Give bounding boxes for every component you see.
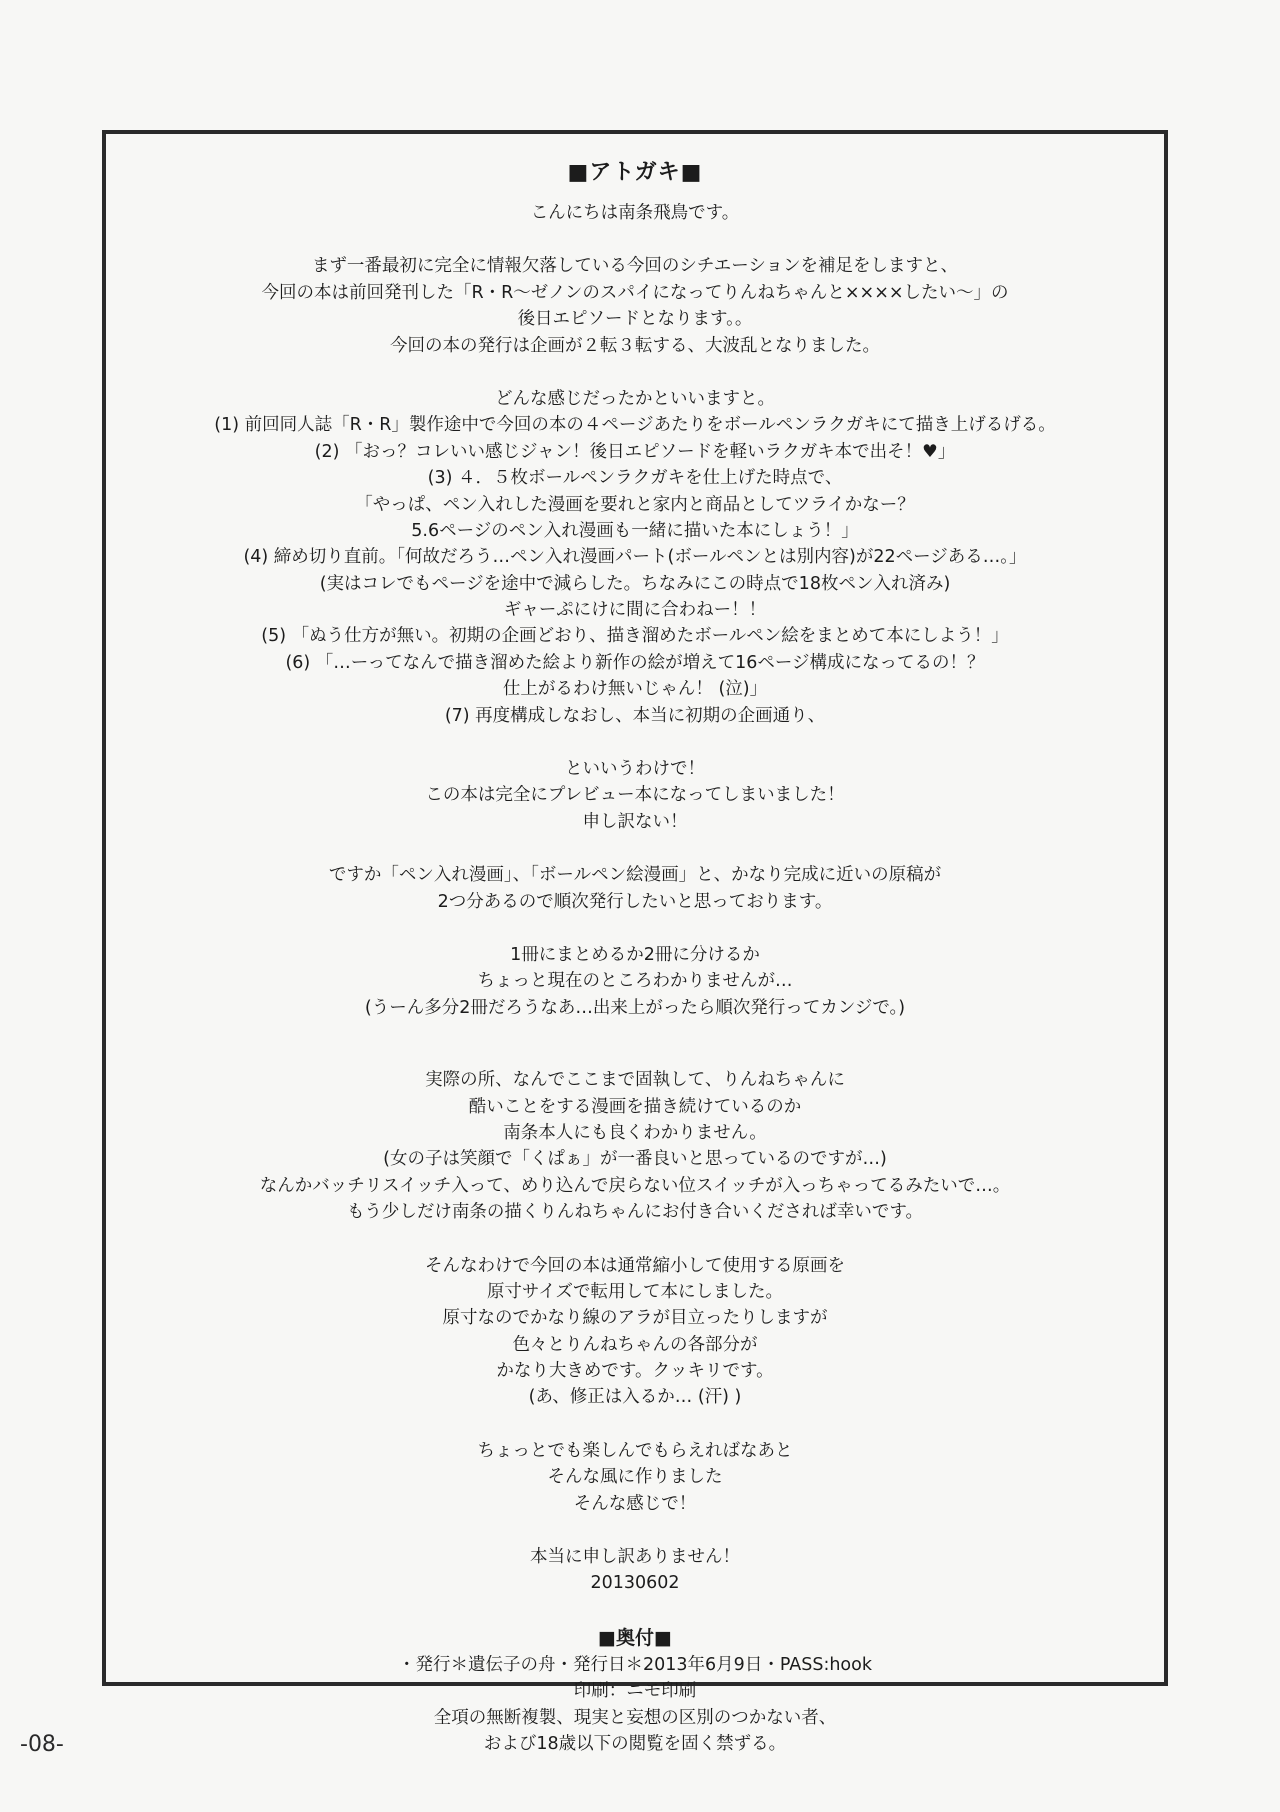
text-line: (2) 「おっ？コレいい感じジャン！後日エピソードを軽いラクガキ本で出そ！♥」	[314, 441, 956, 462]
text-line: 酷いことをする漫画を描き続けているのか	[468, 1096, 802, 1117]
paragraph-timeline	[106, 386, 1164, 729]
text-line: ちょっとでも楽しんでもらえればなあと	[477, 1440, 793, 1461]
text-line: 仕上がるわけ無いじゃん！ (泣)」	[502, 679, 768, 700]
paragraph-enjoy	[106, 1438, 1164, 1517]
text-line: (実はコレでもページを途中で減らした。ちなみにこの時点で18枚ペン入れ済み)	[319, 573, 951, 594]
text-line: 後日エピソードとなります。。	[517, 309, 753, 330]
colophon	[106, 1624, 1164, 1758]
colophon-title: ■奥付■	[598, 1626, 672, 1649]
text-line: どんな感じだったかといいますと。	[495, 388, 775, 409]
text-line: 申し訳ない！	[582, 811, 688, 832]
text-line: といいうわけで！	[565, 759, 705, 780]
paragraph-volumes	[106, 942, 1164, 1021]
text-line: (1) 前回同人誌「R・R」製作途中で今回の本の４ページあたりをボールペンラクガキにて描き上げるげる。	[214, 415, 1056, 436]
colophon-line: および18歳以下の閲覧を固く禁ずる。	[483, 1733, 787, 1754]
text-line: 色々とりんねちゃんの各部分が	[512, 1334, 758, 1355]
afterword-content	[106, 156, 1164, 1757]
text-line: (女の子は笑顔で「くぱぁ」が一番良いと思っているのですが…)	[383, 1149, 887, 1170]
text-line: 今回の本の発行は企画が２転３転する、大波乱となりました。	[390, 335, 880, 356]
text-line: (6) 「…ーってなんで描き溜めた絵より新作の絵が増えて16ページ構成になってるの！？	[285, 652, 985, 673]
text-line: 今回の本は前回発刊した「R・R～ゼノンのスパイになってりんねちゃんと××××したい～」の	[261, 282, 1009, 303]
paragraph-reflection	[106, 1067, 1164, 1225]
text-line: 南条本人にも良くわかりません。	[503, 1122, 767, 1143]
text-line: もう少しだけ南条の描くりんねちゃんにお付き合いくだされば幸いです。	[346, 1202, 924, 1223]
colophon-line: ・発行＊遺伝子の舟・発行日＊2013年6月9日・PASS:hook	[398, 1654, 872, 1675]
text-line: (7) 再度構成しなおし、本当に初期の企画通り、	[444, 705, 826, 726]
text-line: (うーん多分2冊だろうなあ…出来上がったら順次発行ってカンジで。)	[364, 997, 906, 1018]
text-line: 5.6ページのペン入れ漫画も一緒に描いた本にしょう！」	[411, 520, 859, 541]
text-line: 本当に申し訳ありません！	[530, 1547, 740, 1568]
text-line: ですか「ペン入れ漫画」、「ボールペン絵漫画」と、かなり完成に近いの原稿が	[328, 865, 942, 886]
paragraph-preview	[106, 756, 1164, 835]
text-line: この本は完全にプレビュー本になってしまいました！	[425, 785, 845, 806]
text-line: 原寸サイズで転用して本にしました。	[486, 1281, 784, 1302]
text-line: 1冊にまとめるか2冊に分けるか	[510, 944, 760, 965]
text-line: 原寸なのでかなり線のアラが目立ったりしますが	[442, 1308, 828, 1329]
paragraph-manuscripts	[106, 862, 1164, 915]
paragraph-apology	[106, 1544, 1164, 1597]
colophon-line: 印刷：ニモ印刷	[573, 1681, 697, 1702]
page-number: -08-	[20, 1732, 64, 1757]
text-line: (あ、修正は入るか… (汗) )	[528, 1387, 742, 1408]
text-line: (5) 「ぬう仕方が無い。初期の企画どおり、描き溜めたボールペン絵をまとめて本にしよう！」	[261, 626, 1009, 647]
text-line: そんな感じで！	[573, 1493, 697, 1514]
paragraph-greeting	[106, 200, 1164, 226]
text-line: 2つ分あるので順次発行したいと思っております。	[437, 891, 833, 912]
text-line: ちょっと現在のところわかりませんが…	[477, 971, 793, 992]
text-line: ギャーぷにけに間に合わねー！！	[503, 600, 767, 621]
text-line: (4) 締め切り直前。「何故だろう…ペン入れ漫画パート(ボールペンとは別内容)が22ページある…。」	[243, 547, 1027, 568]
text-line: かなり大きめです。クッキリです。	[496, 1361, 774, 1382]
paragraph-situation	[106, 253, 1164, 359]
text-line: 実際の所、なんでここまで固執して、りんねちゃんに	[425, 1070, 845, 1091]
date-line: 20130602	[590, 1573, 680, 1594]
afterword-title: ■アトガキ■	[567, 160, 703, 185]
text-line: そんな風に作りました	[547, 1467, 723, 1488]
text-line: そんなわけで今回の本は通常縮小して使用する原画を	[425, 1255, 845, 1276]
paragraph-original-size	[106, 1253, 1164, 1411]
text-line: (3) ４．５枚ボールペンラクガキを仕上げた時点で、	[427, 468, 843, 489]
text-line: まず一番最初に完全に情報欠落している今回のシチエーションを補足をしますと、	[311, 256, 959, 277]
text-line: こんにちは南条飛鳥です。	[530, 203, 740, 223]
text-line: なんかバッチリスイッチ入って、めり込んで戻らない位スイッチが入っちゃってるみたいで…。	[259, 1175, 1011, 1196]
text-line: 「やっぱ、ペン入れした漫画を要れと家内と商品としてツライかなー？	[355, 494, 915, 515]
colophon-line: 全項の無断複製、現実と妄想の区別のつかない者、	[433, 1707, 837, 1728]
page-frame	[102, 130, 1168, 1754]
